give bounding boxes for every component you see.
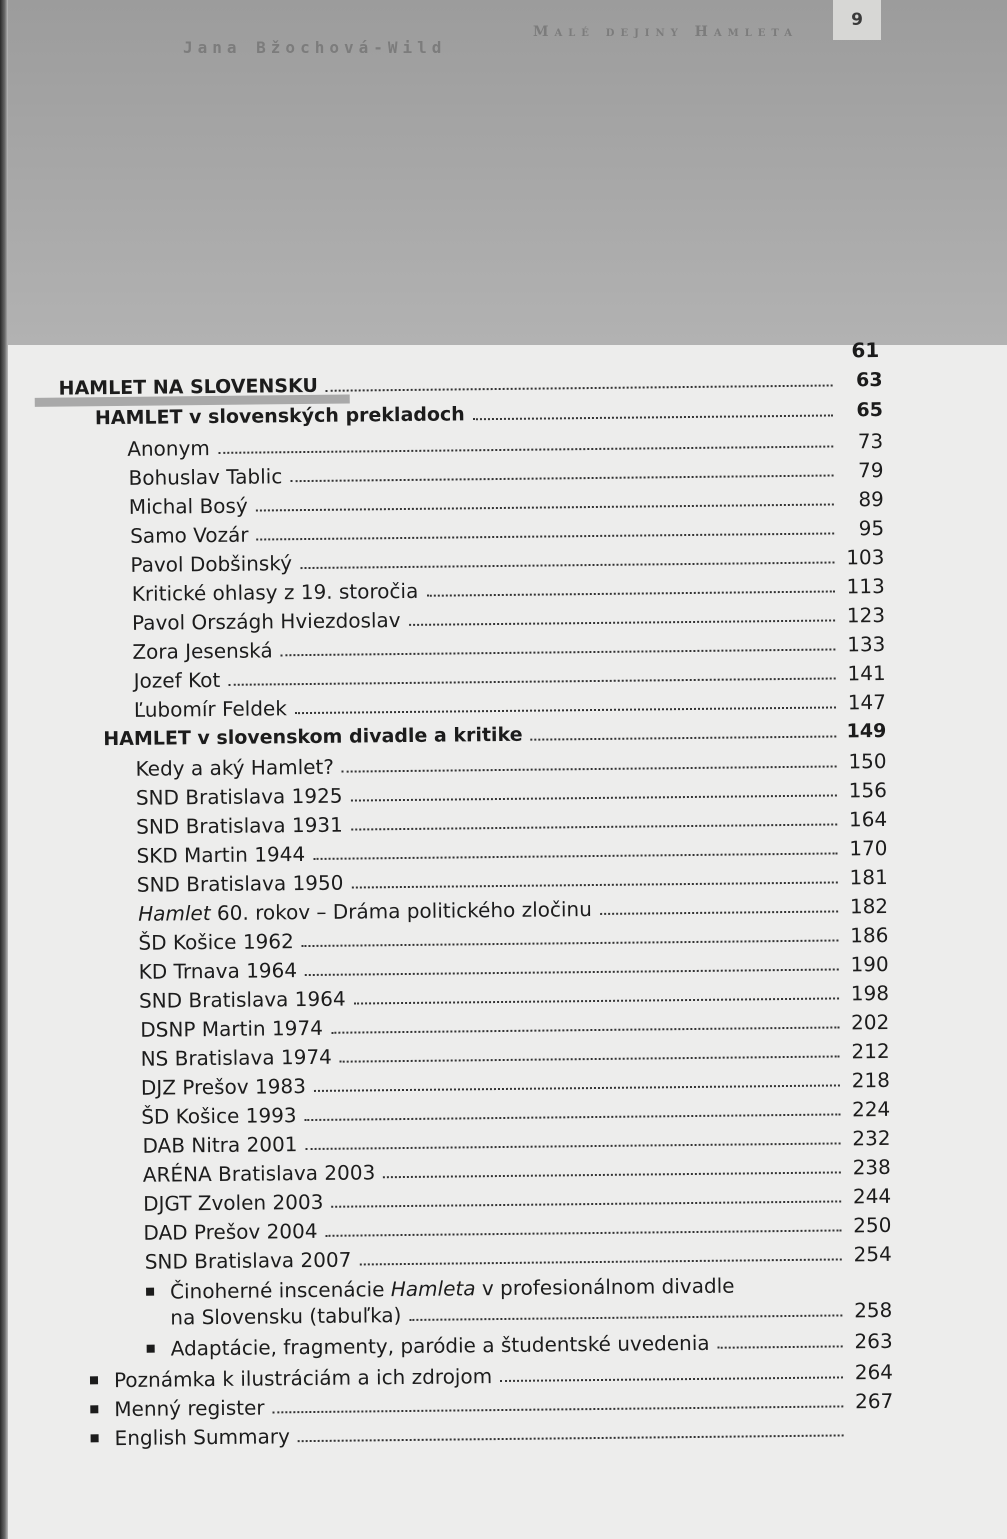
toc-entry[interactable]: [147, 1329, 893, 1361]
dot-leader: [300, 561, 834, 569]
toc-entry-page: 181: [849, 864, 888, 890]
toc-entry-label: DSNP Martin 1974: [140, 1015, 324, 1042]
toc-carryover-page: 61: [851, 337, 880, 363]
toc-entry[interactable]: [90, 1360, 893, 1392]
toc-entry-label: Pavol Dobšinský: [130, 551, 293, 577]
toc-entry-label: Jozef Kot: [133, 667, 221, 693]
toc-entry-label: DAB Nitra 2001: [142, 1132, 298, 1158]
toc-entry[interactable]: [129, 487, 884, 519]
toc-entry-label: Kedy a aký Hamlet?: [135, 754, 335, 781]
toc-entry[interactable]: [128, 458, 883, 490]
dot-leader: [409, 619, 835, 625]
toc-entry-label-text: English Summary: [114, 1424, 290, 1451]
dot-leader: [359, 1258, 841, 1265]
toc-entry-label-text: Menný register: [114, 1395, 265, 1422]
toc-entry-page: 218: [851, 1067, 891, 1093]
toc-entry[interactable]: [141, 1097, 890, 1129]
dot-leader: [302, 939, 839, 947]
toc-entry[interactable]: [141, 1068, 890, 1100]
toc-entry-label: [90, 1395, 264, 1421]
toc-entry-label: HAMLET v slovenskom divadle a kritike: [103, 723, 523, 751]
toc-entry[interactable]: [90, 1389, 893, 1421]
toc-entry-label: Zora Jesenská: [132, 638, 273, 664]
toc-entry-label: ŠD Košice 1993: [141, 1103, 297, 1129]
toc-entry[interactable]: [138, 894, 888, 926]
dot-leader: [273, 1405, 844, 1413]
toc-entry[interactable]: [143, 1155, 891, 1187]
toc-entry-table-line1[interactable]: [146, 1274, 735, 1304]
dot-leader: [473, 414, 833, 420]
toc-entry-label: Bohuslav Tablic: [128, 464, 283, 490]
dot-leader: [342, 765, 837, 772]
toc-entry-subsection[interactable]: [103, 719, 886, 751]
toc-entry-page: 164: [848, 806, 888, 832]
dot-leader: [314, 1084, 840, 1092]
toc-entry[interactable]: [136, 807, 887, 839]
header-band: [8, 0, 1007, 345]
toc-entry-label: [147, 1331, 710, 1361]
dot-leader: [531, 735, 837, 740]
dot-leader: [228, 677, 835, 685]
dot-leader: [305, 968, 839, 976]
toc-entry-page: 147: [847, 689, 887, 715]
toc-entry-label: NS Bratislava 1974: [140, 1044, 332, 1071]
toc-entry[interactable]: [138, 923, 888, 955]
dot-leader: [305, 1142, 840, 1150]
running-head-author: Jana Bžochová-Wild: [183, 38, 447, 57]
dot-leader: [409, 1314, 842, 1321]
square-bullet-icon: [90, 1405, 98, 1413]
toc-entry-page: 65: [856, 398, 884, 422]
toc-entry[interactable]: [143, 1184, 891, 1216]
toc-entry-section[interactable]: [58, 368, 882, 401]
toc-entry-page: 133: [847, 631, 886, 657]
dot-leader: [256, 503, 834, 511]
toc-entry-label: [138, 897, 592, 926]
toc-entry[interactable]: [130, 545, 884, 577]
toc-entry-label: DJZ Prešov 1983: [140, 1074, 306, 1100]
toc-entry[interactable]: [90, 1418, 893, 1450]
toc-entry-page: 202: [850, 1009, 890, 1035]
toc-entry[interactable]: [130, 516, 884, 548]
toc-entry-page: 103: [846, 544, 885, 570]
square-bullet-icon: [90, 1376, 98, 1384]
toc-entry[interactable]: [132, 632, 885, 664]
toc-entry[interactable]: [136, 836, 887, 868]
toc-entry-table-line2[interactable]: [170, 1298, 892, 1330]
toc-entry-label-text: Adaptácie, fragmenty, paródie a študentské uvedenia: [170, 1330, 710, 1361]
toc-entry-label: DJGT Zvolen 2003: [143, 1189, 324, 1216]
dot-leader: [340, 1055, 840, 1062]
toc-entry-page: 150: [848, 748, 887, 774]
toc-entry-page: 141: [847, 660, 886, 686]
toc-entry-label: Ľubomír Feldek: [133, 696, 287, 722]
dot-leader: [290, 474, 833, 482]
dot-leader: [383, 1171, 841, 1178]
toc-entry-label: DAD Prešov 2004: [143, 1218, 318, 1245]
page-number: 9: [833, 0, 881, 40]
toc-entry-page: 149: [846, 719, 887, 743]
dot-leader: [600, 910, 838, 914]
toc-entry-page: 156: [848, 777, 887, 803]
toc-entry-label: ARÉNA Bratislava 2003: [142, 1160, 376, 1187]
dot-leader: [281, 648, 836, 656]
toc-entry-label: Činoherné inscenácie: [169, 1277, 391, 1304]
toc-entry-label: SKD Martin 1944: [136, 842, 306, 868]
toc-entry[interactable]: [134, 661, 886, 693]
toc-entry-label: Samo Vozár: [130, 522, 249, 548]
running-head-title: Malé dejiny Hamleta: [533, 24, 799, 40]
toc-entry-label: na Slovensku (tabuľka): [170, 1303, 402, 1330]
toc-entry-label: SND Bratislava 1931: [136, 812, 343, 839]
toc-entry-page: 170: [849, 835, 888, 861]
italic-title: Hamlet: [137, 901, 211, 926]
toc-entry-page: 73: [857, 428, 884, 454]
toc-entry-label-rest: 60. rokov – Dráma politického zločinu: [210, 897, 592, 926]
italic-title: Hamleta: [390, 1276, 476, 1302]
toc-entry-page: 232: [852, 1125, 891, 1151]
dot-leader: [718, 1345, 843, 1348]
toc-entry[interactable]: [136, 778, 887, 810]
dot-leader: [305, 1113, 841, 1121]
toc-entry-page: 79: [857, 457, 884, 483]
toc-entry-label: KD Trnava 1964: [138, 958, 298, 984]
square-bullet-icon: [146, 1288, 154, 1296]
dot-leader: [298, 1434, 844, 1442]
dot-leader: [326, 384, 833, 391]
toc-entry[interactable]: [127, 429, 883, 461]
toc-entry-label: ŠD Košice 1962: [138, 929, 294, 955]
dot-leader: [295, 706, 836, 714]
toc-entry-label: HAMLET v slovenských prekladoch: [94, 403, 465, 430]
toc-entry[interactable]: [145, 1242, 892, 1274]
dot-leader: [354, 997, 839, 1004]
toc-entry[interactable]: [137, 865, 888, 897]
toc-entry-page: 254: [853, 1241, 892, 1267]
toc-entry-page: 258: [854, 1297, 893, 1323]
toc-entry-page: 198: [850, 980, 890, 1006]
toc-entry-page: 224: [851, 1096, 891, 1122]
dot-leader: [426, 590, 834, 596]
toc-entry[interactable]: [141, 1039, 890, 1071]
page-binding-edge: [0, 0, 8, 1539]
toc-entry-page: 267: [854, 1388, 894, 1414]
square-bullet-icon: [91, 1434, 99, 1442]
toc-entry[interactable]: [139, 981, 889, 1013]
toc-entry[interactable]: [134, 690, 886, 722]
toc-entry-label: Michal Bosý: [128, 493, 248, 519]
toc-entry-page: 95: [858, 515, 885, 541]
toc-entry[interactable]: [132, 603, 885, 635]
toc-entry-page: 190: [850, 951, 889, 977]
toc-entry-label: SND Bratislava 1925: [135, 783, 343, 810]
dot-leader: [500, 1376, 843, 1382]
toc-entry-label: [90, 1424, 289, 1450]
toc-entry[interactable]: [135, 749, 886, 781]
toc-entry-label: SND Bratislava 2007: [144, 1247, 352, 1274]
toc-entry-label-rest: v profesionálnom divadle: [475, 1273, 735, 1301]
dot-leader: [331, 1200, 841, 1207]
dot-leader: [351, 881, 837, 888]
toc-entry-label: Kritické ohlasy z 19. storočia: [131, 578, 419, 606]
toc-entry-label-text: Poznámka k ilustráciám a ich zdrojom: [113, 1364, 493, 1393]
toc-entry-page: 89: [858, 486, 884, 512]
toc-entry-page: 186: [850, 922, 889, 948]
toc-entry[interactable]: [140, 1010, 889, 1042]
toc-entry[interactable]: [132, 574, 885, 606]
dot-leader: [218, 445, 833, 453]
toc-entry-label: HAMLET NA SLOVENSKU: [58, 374, 318, 400]
dot-leader: [257, 532, 835, 540]
dot-leader: [351, 823, 837, 830]
toc-entry-page: 263: [854, 1328, 893, 1354]
dot-leader: [313, 852, 837, 859]
toc-entry-label: [90, 1364, 492, 1392]
toc-entry-page: 123: [846, 602, 886, 628]
toc-entry[interactable]: [142, 1126, 890, 1158]
toc-entry-label: Pavol Országh Hviezdoslav: [131, 608, 401, 635]
toc-entry-page: 63: [856, 368, 883, 392]
toc-entry-page: 113: [846, 573, 885, 599]
toc-entry-page: 250: [853, 1212, 892, 1238]
toc-entry-label: Anonym: [127, 436, 210, 461]
toc-entry-page: 238: [852, 1154, 891, 1180]
toc-entry-page: 182: [849, 893, 889, 919]
toc-entry-label: SND Bratislava 1964: [138, 986, 346, 1013]
dot-leader: [326, 1229, 842, 1236]
toc-entry-page: 264: [854, 1359, 894, 1385]
toc-entry[interactable]: [139, 952, 889, 984]
toc-entry[interactable]: [143, 1213, 891, 1245]
square-bullet-icon: [147, 1345, 155, 1353]
toc-entry-page: 244: [852, 1183, 892, 1209]
dot-leader: [351, 794, 837, 801]
toc-entry-page: 212: [851, 1038, 890, 1064]
dot-leader: [331, 1026, 839, 1033]
toc-entry-label: SND Bratislava 1950: [136, 870, 344, 897]
